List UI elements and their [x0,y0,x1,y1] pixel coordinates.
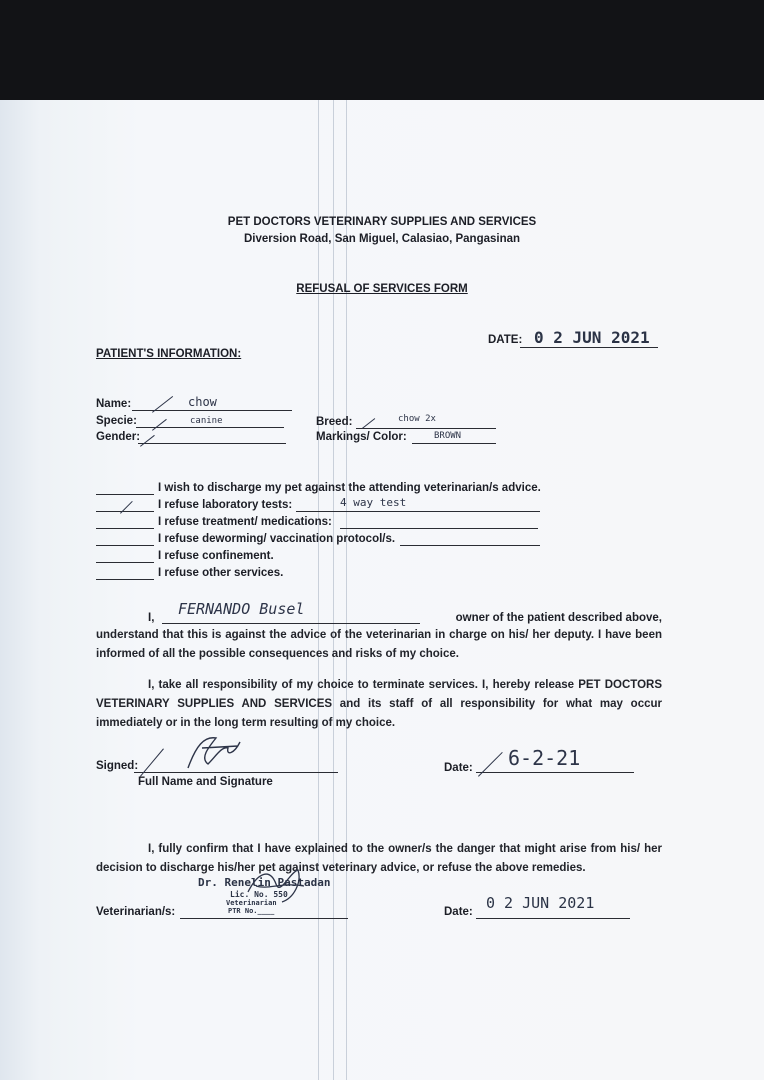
signature-date-label: Date: [444,762,473,774]
option-discharge: I wish to discharge my pet against the attending veterinarian/s advice. [158,482,541,494]
confirmation-text: I, fully confirm that I have explained to the owner/s the danger that might arise from his/ her decision to discharge his/her pet against veterinary advice, or refuse the above remedies. [96,843,662,874]
gender-label: Gender: [96,431,141,443]
markings-value: BROWN [434,431,462,441]
signature-caption: Full Name and Signature [138,776,273,788]
option-confinement: I refuse confinement. [158,550,274,562]
option-deworming: I refuse deworming/ vaccination protocol/s. [158,533,396,545]
signed-label: Signed: [96,760,139,772]
clinic-address: Diversion Road, San Miguel, Calasiao, Pangasinan [243,233,521,245]
section-title: PATIENT'S INFORMATION: [96,348,242,360]
specie-label: Specie: [96,415,137,427]
release-text: I, take all responsibility of my choice to terminate services. I, hereby release PET DOCTORS VETERINARY SUPPLIES AND SERVICES and its staff of all responsibility for what may occur immediately or in the long term resulting of my choice. [96,679,662,729]
name-value: chow [188,395,217,409]
fold-line [318,100,319,1080]
option-other: I refuse other services. [158,567,284,579]
form-title: REFUSAL OF SERVICES FORM [296,283,468,295]
signature-date-value: 6-2-21 [508,746,581,770]
veterinarian-label: Veterinarian/s: [96,906,176,918]
lab-tests-value: 4 way test [340,496,407,509]
vet-date-stamp: 0 2 JUN 2021 [486,894,595,912]
clinic-name: PET DOCTORS VETERINARY SUPPLIES AND SERVICES [227,216,537,228]
form-page [0,100,764,1080]
specie-value: canine [190,416,223,426]
vet-stamp-name: Dr. Renelin Pastadan [198,876,331,889]
name-label: Name: [96,398,132,410]
statement-owner-tail: owner of the patient described above, [455,612,662,624]
statement-prefix: I, [148,612,155,624]
vet-date-label: Date: [444,906,473,918]
vet-stamp-title: Veterinarian [226,899,277,907]
breed-value: chow 2x [398,414,436,424]
date-label: DATE: [488,334,523,346]
owner-name-handwritten: FERNANDO Busel [178,600,305,618]
vet-stamp-license: Lic. No. 550 [230,890,288,899]
option-lab-tests: I refuse laboratory tests: [158,499,293,511]
markings-label: Markings/ Color: [316,431,407,443]
fold-line [346,100,347,1080]
statement-text: understand that this is against the advice of the veterinarian in charge on his/ her deputy. I have been informed of all the possible consequences and risks of my choice. [96,629,662,660]
breed-label: Breed: [316,416,353,428]
owner-signature [178,728,258,776]
fold-line [333,100,334,1080]
vet-stamp-ptr: PTR No.____ [228,907,275,915]
scan-dark-border [0,0,764,100]
option-treatment: I refuse treatment/ medications: [158,516,332,528]
vet-signature [242,862,312,908]
date-stamp: 0 2 JUN 2021 [534,328,650,347]
